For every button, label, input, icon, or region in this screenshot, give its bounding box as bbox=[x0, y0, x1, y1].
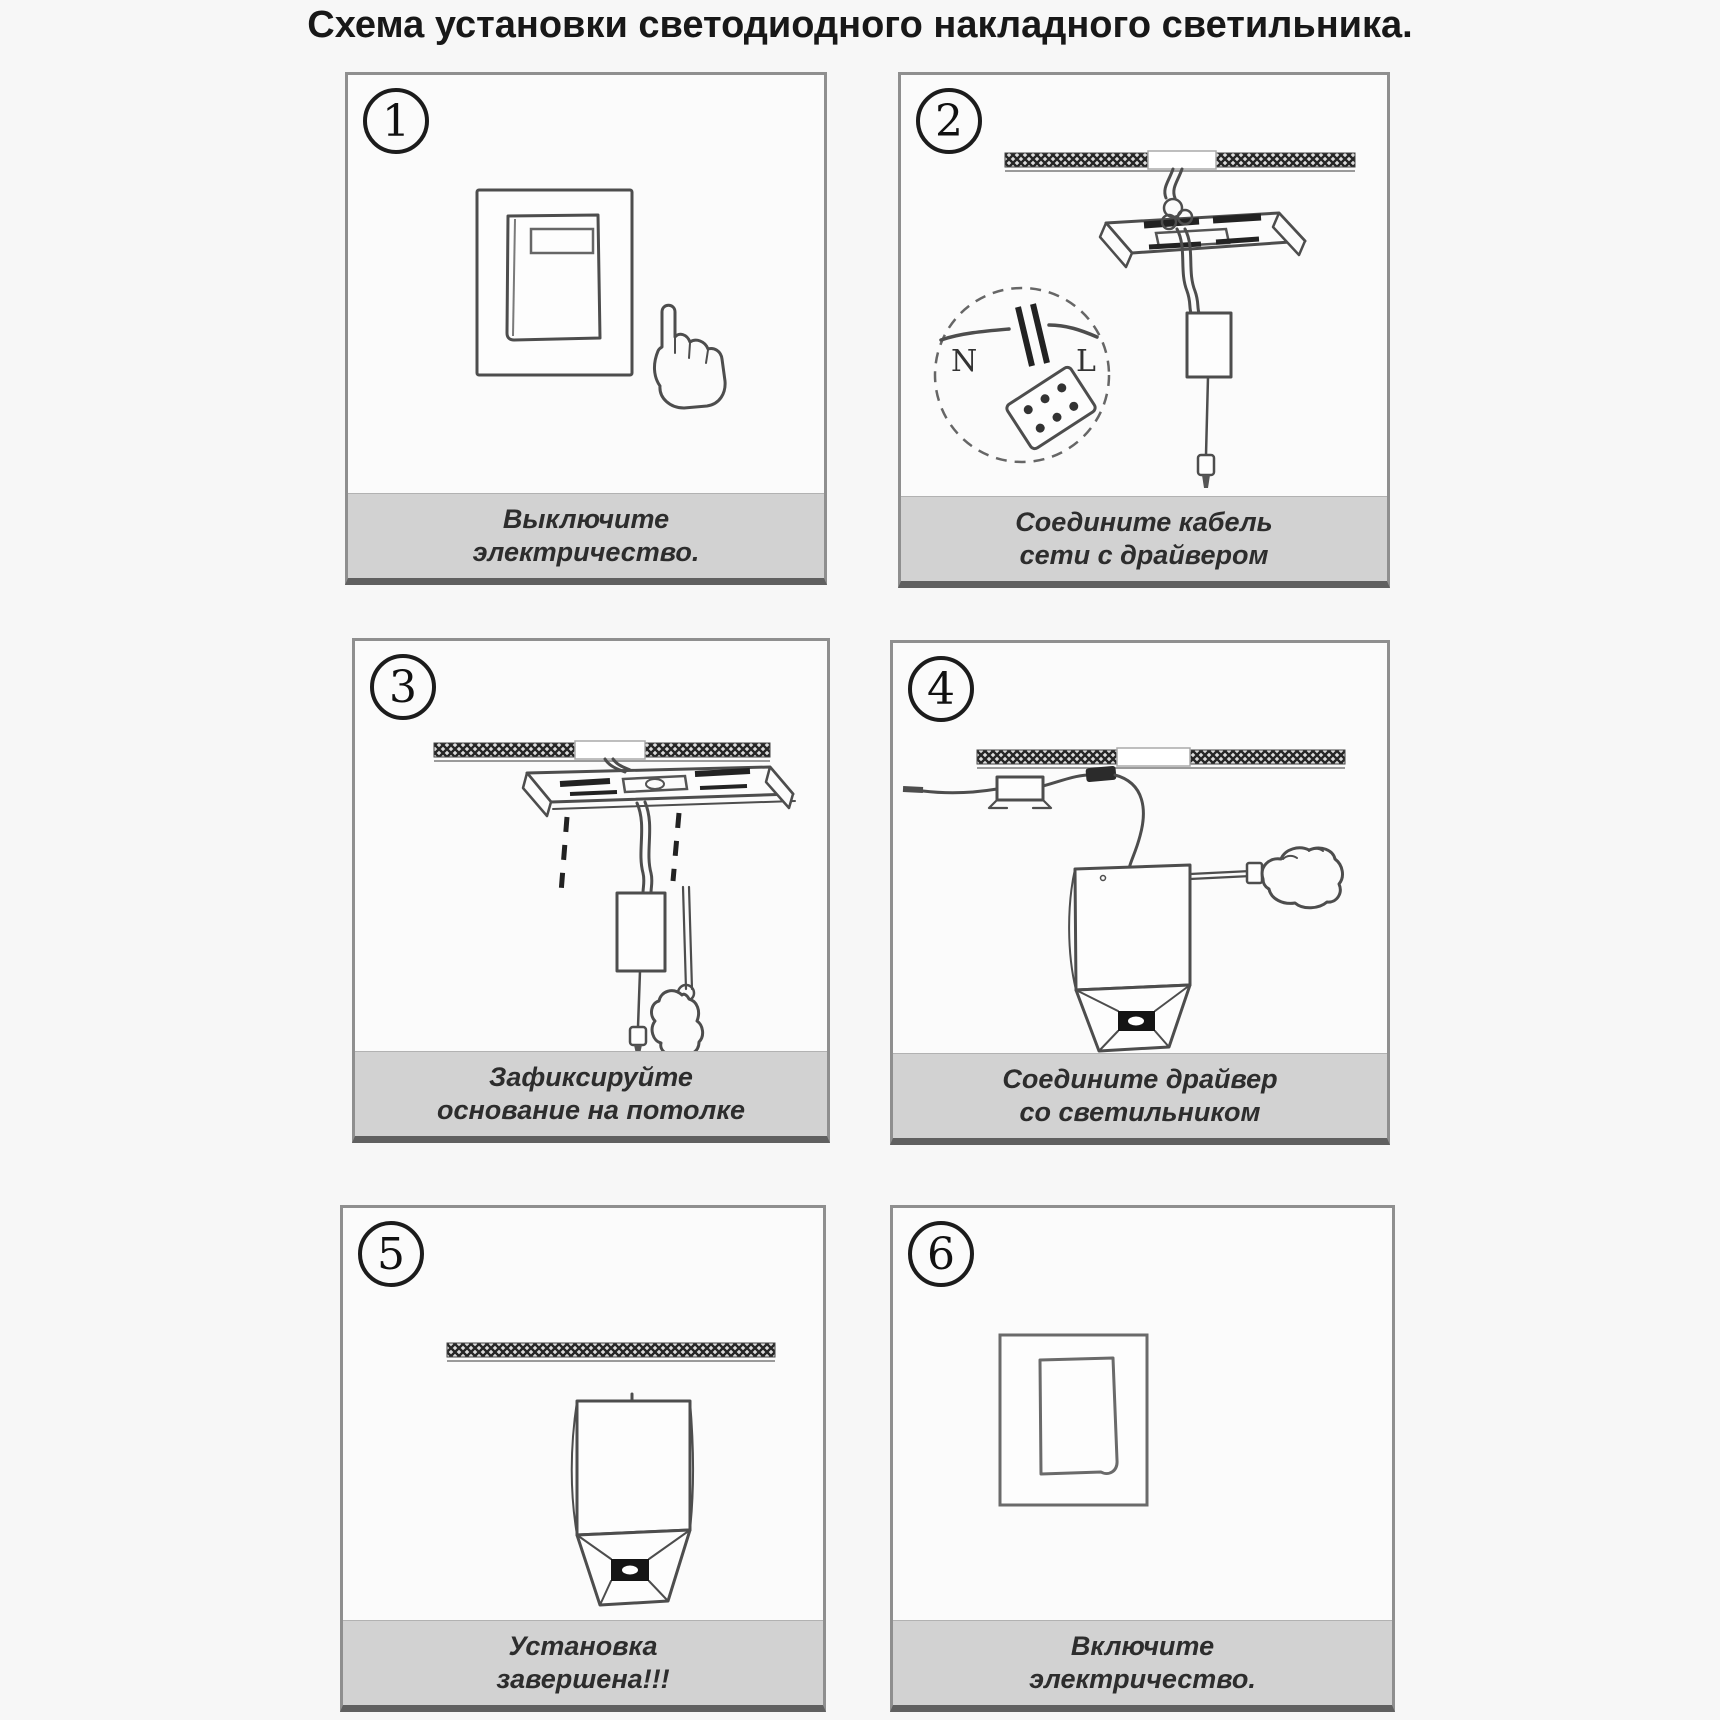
step-number-badge: 1 bbox=[363, 88, 429, 154]
step-panel-2 bbox=[898, 72, 1390, 588]
ceiling-opening bbox=[1148, 151, 1216, 169]
caption-line: завершена!!! bbox=[496, 1664, 670, 1694]
wire-connector bbox=[1085, 766, 1116, 783]
cable-connector bbox=[1198, 455, 1214, 475]
caption-line: электричество. bbox=[1029, 1664, 1256, 1694]
label-line: L bbox=[1076, 344, 1096, 379]
luminaire bbox=[1069, 865, 1190, 1051]
step-number-badge: 5 bbox=[358, 1221, 424, 1287]
step-caption bbox=[348, 493, 824, 578]
driver-box bbox=[617, 893, 665, 971]
ceiling-opening bbox=[575, 741, 645, 759]
mounting-bracket bbox=[1100, 213, 1305, 267]
driver-box bbox=[1187, 313, 1231, 488]
step-number-badge: 4 bbox=[908, 656, 974, 722]
ceiling-hatch bbox=[977, 748, 1345, 768]
ceiling-opening bbox=[1117, 748, 1190, 766]
caption-line: Соедините кабель bbox=[1015, 507, 1273, 538]
luminaire bbox=[572, 1394, 693, 1605]
caption-line: Установка bbox=[508, 1631, 658, 1662]
step-panel-6 bbox=[890, 1205, 1395, 1712]
ceiling-hatch bbox=[434, 741, 770, 761]
caption-line: электричество. bbox=[472, 537, 700, 567]
step-number-badge: 3 bbox=[370, 654, 436, 720]
step-panel-1 bbox=[345, 72, 827, 585]
caption-line: сети с драйвером bbox=[1019, 540, 1269, 570]
ceiling-hatch bbox=[1005, 151, 1355, 171]
hand-fist bbox=[1262, 848, 1342, 908]
hand-with-connector bbox=[1190, 848, 1342, 908]
step-panel-5 bbox=[340, 1205, 826, 1712]
wall-switch bbox=[477, 190, 632, 375]
screw-motion-dashes bbox=[561, 813, 679, 893]
caption-line: Зафиксируйте bbox=[489, 1062, 693, 1093]
caption-line: со светильником bbox=[1019, 1097, 1261, 1127]
step-caption bbox=[893, 1620, 1392, 1705]
pointing-hand-icon bbox=[654, 305, 725, 408]
step-caption bbox=[343, 1620, 823, 1705]
ceiling-hatch bbox=[447, 1343, 775, 1361]
step-panel-3 bbox=[352, 638, 830, 1143]
step-caption bbox=[901, 496, 1387, 581]
caption-line: основание на потолке bbox=[436, 1095, 746, 1125]
caption-line: Включите bbox=[1070, 1631, 1215, 1662]
caption-line: Выключите bbox=[502, 504, 670, 535]
wall-switch bbox=[1000, 1335, 1147, 1505]
page-title: Схема установки светодиодного накладного светильника. bbox=[307, 4, 1413, 46]
step-number-badge: 6 bbox=[908, 1221, 974, 1287]
wiring-detail-circle bbox=[935, 288, 1109, 462]
mounting-base-plate bbox=[523, 767, 795, 816]
driver-box bbox=[989, 777, 1051, 808]
step-caption bbox=[355, 1051, 827, 1136]
hand-fist bbox=[652, 991, 703, 1056]
step-caption bbox=[893, 1053, 1387, 1138]
label-neutral: N bbox=[951, 344, 978, 379]
step-number-badge: 2 bbox=[916, 88, 982, 154]
cable-connector bbox=[630, 1027, 646, 1045]
caption-line: Соедините драйвер bbox=[1002, 1064, 1278, 1095]
step-panel-4 bbox=[890, 640, 1390, 1145]
